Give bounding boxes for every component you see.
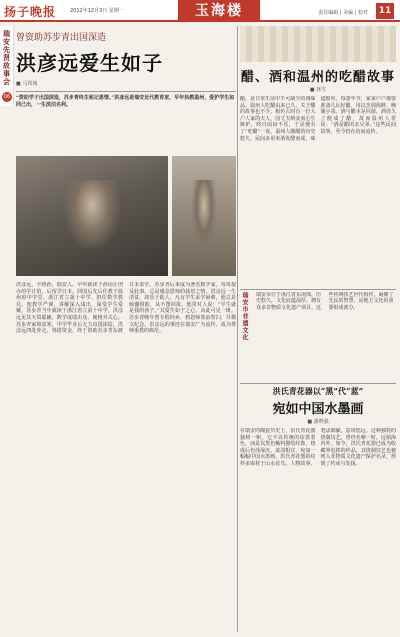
section-title: 玉海楼 [178, 0, 260, 22]
article-body: 在瑞安的陶瓷历史上，洪氏青花器独树一帜。它不以传统的钴蓝着色，而是以黑色釉料描绘纹饰，烧成后色泽深沉，浓淡相宜，宛如一幅幅中国水墨画。洪氏青花器的纹样多取材于山水花鸟、人物故事，笔法细腻，意境悠远。这种独特的烧制技艺，曾经名噪一时，远销海内外。如今，洪氏青花器已成为收藏界追捧的珍品，其烧制技艺也被列入非物质文化遗产保护名录，得到了传承与发扬。 [240, 428, 396, 467]
dateline: 2012年12月3日 星期一 [70, 8, 124, 14]
column-badge: 06 [3, 94, 11, 100]
column-body: 瑞安市位于浙江省东南部，历史悠久，文化底蕴深厚，拥有众多非物质文化遗产项目。这些传统技艺世代相传，凝聚了先民的智慧，是地方文化的重要组成部分。 [256, 292, 394, 311]
article-headline: 洪彦远爱生如子 [16, 51, 163, 75]
section-divider [240, 289, 396, 290]
section-divider [240, 383, 396, 384]
column-label-text: 瑞安市非遗文化 [241, 292, 248, 341]
article-photos [16, 156, 236, 276]
portrait-photo [16, 156, 168, 276]
article-kicker: 曾资助苏步青出国深造 [16, 33, 107, 43]
article-lead: “资助学子出国深造，苏步青终生铭记恩情。”洪彦远是瑞安近代教育家，早年执教温州，爱护学生如同己出，一生淡泊名利。 [16, 91, 236, 109]
page-info: 责任编辑 | 美编 | 校对 [318, 10, 368, 16]
article-title: 宛如中国水墨画 [272, 402, 364, 417]
column-divider [237, 26, 238, 632]
article-author: ■ 潘晓强 [307, 419, 329, 425]
article-body: 洪彦远，字纫孙，瑞安人。早年就读于孙诒让创办的学计馆，后留学日本。回国后先后任教于温州府中学堂、浙江省立第十中学，担任数学教员。他教学严谨，讲解深入浅出，深受学生爱戴。苏步青当年就读于浙江省立第十中学，洪彦远见其天资聪颖，数学成绩出众，便格外关心。苏步青家境贫寒，中学毕业后无力出国深造，洪彦远四处奔走，筹措资金，终于资助苏步青东渡日本求学。苏步青后来成为著名数学家，每每提及此事，总是感念恩师的栽培之情。洪彦远一生清贫，却乐于助人，凡有学生求学困难，他总是倾囊相助，从不图回报。他常对人说：“学生就是我的孩子。”其爱生如子之心，由此可见一斑。苏步青晚年曾专程回乡，到恩师墓前祭扫，并撰文纪念。洪彦远的事迹在瑞安广为流传，成为尊师重教的典范。 [16, 282, 236, 335]
right-top-article [240, 26, 396, 288]
article-subtitle: 洪氏青花器以“黑”代“蓝” [272, 386, 364, 396]
header-illustration [240, 26, 396, 62]
column-label-text: 瑞安先贤故事会 [2, 30, 12, 86]
article-body: 醋，是日常生活中不可缺少的调味品。温州人吃醋由来已久，关于醋的故事也不少。相传古时有一位大户人家的夫人，因丈夫纳妾而心生嫉妒，终日闷闷不乐，于是便有了“吃醋”一说。温州人酿醋的历史悠久，民间多用米酒发酵而成，味道醇厚。每逢年节，家家户户都要准备几坛好醋，用以烹调海鲜、腌制小菜。酒与醋本是同源，酒放久了便成了醋，故而温州人常说：“酒是醋的亲兄弟。”这些民间故事，至今仍在坊间流传。 [240, 96, 396, 142]
article-author: ■ 林雪 [309, 87, 327, 93]
newspaper-logo: 扬子晚报 [4, 5, 57, 19]
side-photo [172, 156, 236, 276]
left-article [16, 26, 236, 632]
column-label [240, 292, 254, 372]
article-title: 醋、酒和温州的吃醋故事 [240, 70, 395, 85]
masthead [0, 0, 400, 22]
article-byline: ■ 马邦城 [16, 81, 38, 87]
page-number: 11 [376, 3, 394, 19]
